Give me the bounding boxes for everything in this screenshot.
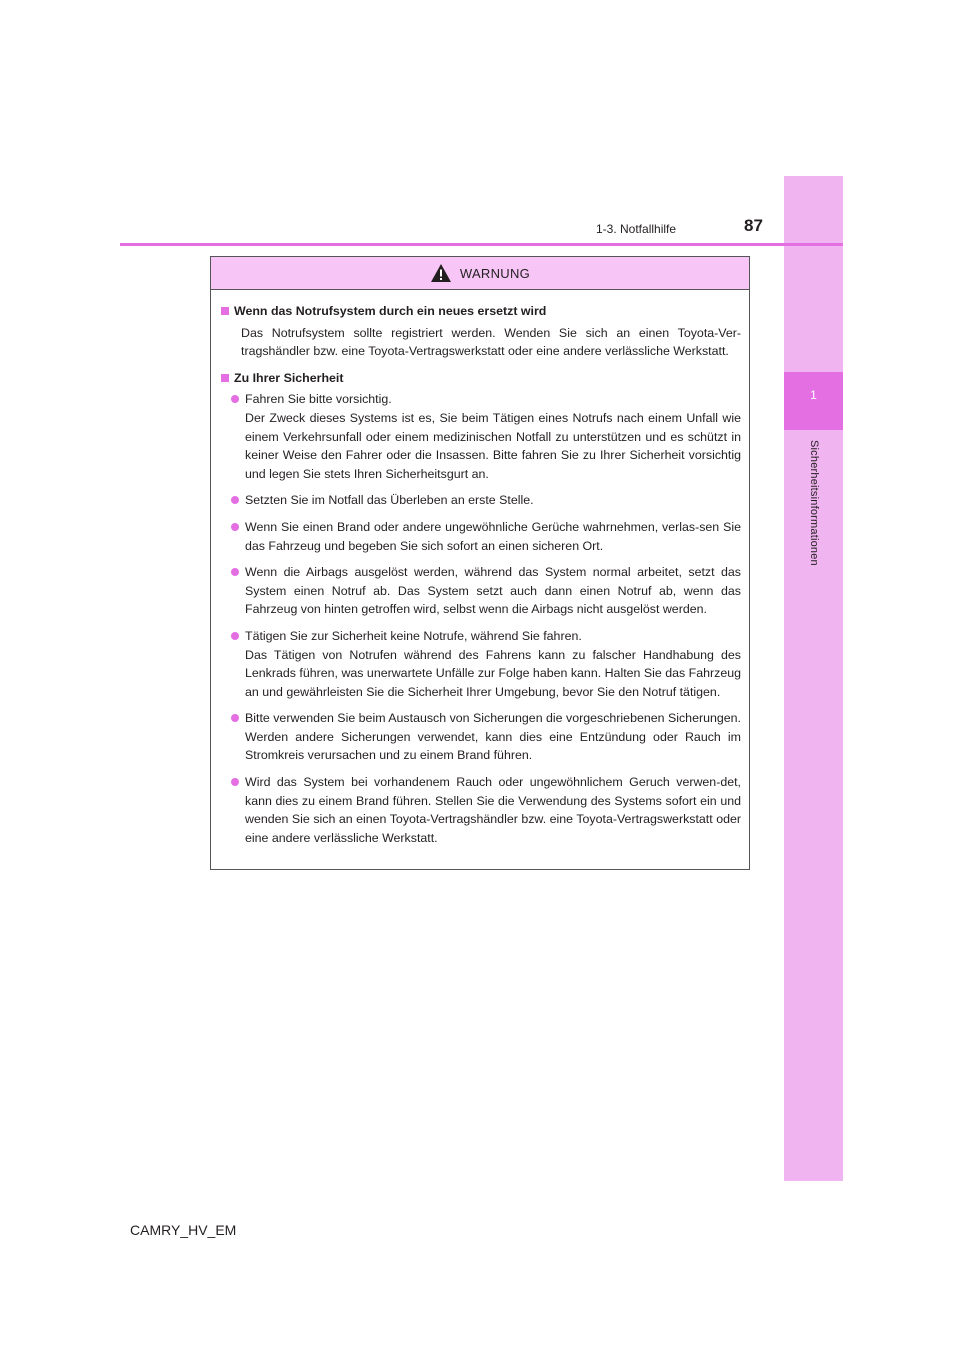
list-item: [231, 627, 741, 701]
round-bullet-icon: [231, 496, 239, 504]
round-bullet-icon: [231, 523, 239, 531]
round-bullet-icon: [231, 568, 239, 576]
warning-title: WARNUNG: [459, 265, 531, 281]
chapter-side-tab: [784, 176, 843, 1181]
section-heading: [221, 369, 741, 388]
list-item: [231, 773, 741, 847]
section-title: 1-3. Notfallhilfe: [596, 222, 677, 236]
list-item-text: Wird das System bei vorhandenem Rauch oder ungewöhnlichem Geruch verwen-det, kann dies zu einem Brand führen. Stellen Sie die Verwendung des Systems sofort ein und wenden Sie sich an einen Toyota-Vertragshändler bzw. eine Toyota-Vertragswerkstatt oder eine andere verlässliche Werkstatt.: [245, 775, 741, 845]
round-bullet-icon: [231, 395, 239, 403]
square-bullet-icon: [221, 374, 229, 382]
list-item-text: Tätigen Sie zur Sicherheit keine Notrufe, während Sie fahren.: [245, 628, 582, 643]
section-heading-text: Wenn das Notrufsystem durch ein neues ersetzt wird: [234, 304, 547, 318]
section-paragraph: Das Notrufsystem sollte registriert werden. Wenden Sie sich an einen Toyota-Ver-tragshändler bzw. eine Toyota-Vertragswerkstatt oder eine andere verlässliche Werkstatt.: [241, 325, 741, 359]
list-item: [231, 518, 741, 555]
square-bullet-icon: [221, 307, 229, 315]
chapter-label: Sicherheitsinformationen: [808, 440, 820, 566]
list-item-text: Setzten Sie im Notfall das Überleben an erste Stelle.: [245, 493, 534, 508]
header-rule: [120, 243, 843, 246]
list-item: [231, 563, 741, 619]
list-item-text: Bitte verwenden Sie beim Austausch von Sicherungen die vorgeschriebenen Sicherungen. Werden andere Sicherungen verwendet, kann dies eine Entzündung oder Rauch im Stromkreis verursachen und zu einem Brand führen.: [245, 711, 741, 763]
list-item-text: Wenn Sie einen Brand oder andere ungewöhnliche Gerüche wahrnehmen, verlas-sen Sie das Fahrzeug und begeben Sie sich sofort an einen sicheren Ort.: [245, 519, 741, 553]
warning-triangle-icon: [430, 263, 452, 283]
warning-header: [211, 257, 749, 290]
round-bullet-icon: [231, 714, 239, 722]
page-number: 87: [744, 216, 763, 235]
round-bullet-icon: [231, 778, 239, 786]
list-item-detail: Das Tätigen von Notrufen während des Fahrens kann zu falscher Handhabung des Lenkrads führen, was unerwartete Unfälle zur Folge haben kann. Halten Sie das Fahrzeug an und gewährleisten Sie die Sicherheit Ihrer Umgebung, bevor Sie den Notruf tätigen.: [245, 647, 741, 699]
section-heading-text: Zu Ihrer Sicherheit: [234, 370, 344, 385]
list-item-detail: Der Zweck dieses Systems ist es, Sie beim Tätigen eines Notrufs nach einem Unfall wie einem Verkehrsunfall oder einem medizinischen Notfall zu unterstützen und es schützt in keiner Weise den Fahrer oder die Insassen. Bitte fahren Sie zu Ihrer Sicherheit vorsichtig und legen Sie stets Ihren Sicherheitsgurt an.: [245, 410, 741, 481]
section-heading: [221, 302, 741, 321]
chapter-number: 1: [810, 388, 817, 402]
list-item: [231, 390, 741, 483]
list-item-text: Fahren Sie bitte vorsichtig.: [245, 392, 392, 407]
footer-model-code: CAMRY_HV_EM: [130, 1222, 237, 1238]
list-item-text: Wenn die Airbags ausgelöst werden, während das System normal arbeitet, setzt das System einen Notruf ab. Das System setzt auch dann einen Notruf ab, wenn das Fahrzeug von hinten getroffen wird, selbst wenn die Airbags nicht ausgelöst werden.: [245, 565, 741, 617]
warning-body: [211, 290, 749, 847]
list-item: [231, 491, 741, 510]
round-bullet-icon: [231, 632, 239, 640]
warning-box: [210, 256, 750, 870]
list-item: [231, 709, 741, 765]
